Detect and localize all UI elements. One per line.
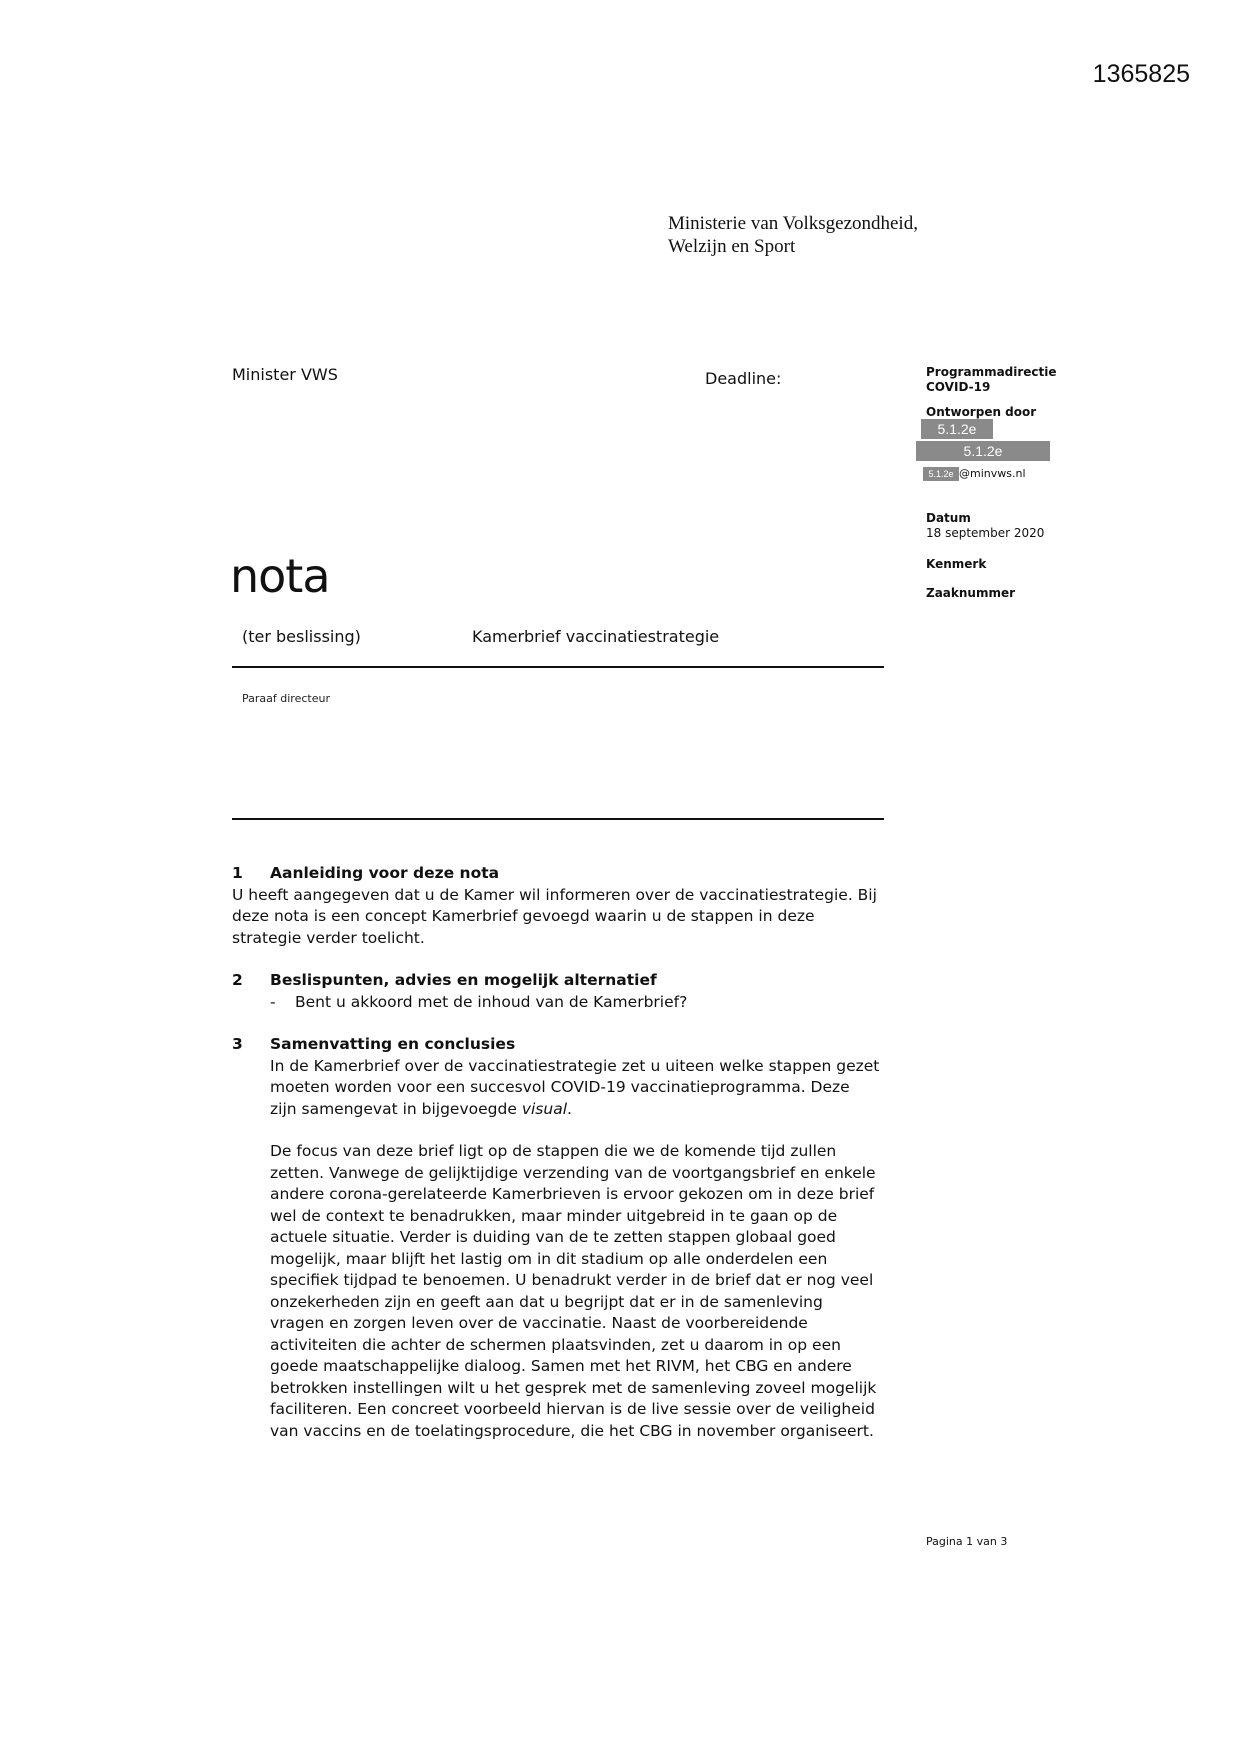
case-label: Zaaknummer (926, 586, 1016, 600)
paragraph-line: De focus van deze brief ligt op de stappen die we de komende tijd zullen (270, 1142, 837, 1160)
divider-bottom (232, 818, 884, 820)
paragraph-line: actuele situatie. Verder is duiding van de te zetten stappen globaal goed (270, 1228, 836, 1246)
date-label: Datum (926, 511, 971, 525)
page-number: Pagina 1 van 3 (926, 1535, 1008, 1548)
section-1-line: deze nota is een concept Kamerbrief gevoegd waarin u de stappen in deze (232, 907, 815, 925)
sidebar-case-number (926, 586, 1015, 601)
ministry-line-2: Welzijn en Sport (668, 236, 796, 257)
paragraph-line: van vaccins en de toelatingsprocedure, die het CBG in november organiseert. (270, 1421, 874, 1440)
redaction-block-3: 5.1.2e (923, 467, 959, 481)
section-2-heading (232, 970, 932, 992)
paragraph-line: wel de context te benadrukken, maar minder uitgebreid in te gaan op de (270, 1206, 838, 1225)
section-1-heading (232, 863, 932, 885)
document-subtype: (ter beslissing) (242, 627, 361, 646)
sidebar-directorate (926, 365, 1057, 395)
paragraph-line: specifiek tijdpad te benoemen. U benadrukt verder in de brief dat er nog veel (270, 1271, 874, 1289)
section-1-number: 1 (232, 864, 243, 882)
directorate-line-1: Programmadirectie (926, 365, 1057, 379)
paragraph-line: moeten worden voor een succesvol COVID-19 vaccinatieprogramma. Deze (270, 1078, 850, 1096)
paraaf-label: Paraaf directeur (242, 692, 330, 705)
paragraph-line: andere corona-gerelateerde Kamerbrieven is ervoor gekozen om in deze brief (270, 1185, 875, 1203)
section-1-line: strategie verder toelicht. (232, 928, 425, 947)
section-3-paragraph-2 (232, 1141, 952, 1442)
section-3 (232, 1034, 952, 1442)
redaction-block-1: 5.1.2e (921, 419, 993, 439)
ministry-line-1: Ministerie van Volksgezondheid, (668, 213, 918, 234)
section-2-title: Beslispunten, advies en mogelijk alternatief (270, 971, 657, 989)
italic-word: visual (521, 1099, 567, 1118)
document-number: 1365825 (1092, 60, 1190, 88)
paragraph-line-last (270, 1099, 952, 1121)
paragraph-line: onzekerheden zijn en geeft aan dat u begrijpt dat er in de samenleving (270, 1292, 823, 1311)
redaction-block-2: 5.1.2e (916, 441, 1050, 461)
paragraph-line: zetten. Vanwege de gelijktijdige verzending van de voortgangsbrief en enkele (270, 1163, 876, 1182)
section-1 (232, 863, 932, 949)
paragraph-line: In de Kamerbrief over de vaccinatiestrategie zet u uiteen welke stappen gezet (270, 1056, 880, 1075)
email-suffix: @minvws.nl (959, 467, 1026, 480)
text-span: zijn samengevat in bijgevoegde (270, 1099, 522, 1118)
text-span: . (567, 1099, 572, 1118)
bullet-text: Bent u akkoord met de inhoud van de Kamerbrief? (295, 992, 688, 1011)
paragraph-line: activiteiten die achter de schermen plaatsvinden, zet u daarom in op een (270, 1335, 841, 1354)
deadline-label: Deadline: (705, 369, 782, 388)
section-3-title: Samenvatting en conclusies (270, 1035, 516, 1053)
paragraph-line: faciliteren. Een concreet voorbeeld hiervan is de live sessie over de veiligheid (270, 1400, 875, 1418)
section-1-title: Aanleiding voor deze nota (270, 864, 500, 882)
directorate-line-2: COVID-19 (926, 380, 991, 394)
designed-by-label: Ontworpen door (926, 405, 1037, 419)
section-3-heading (232, 1034, 952, 1056)
section-3-paragraph-1 (232, 1056, 952, 1121)
paragraph-line: goede maatschappelijke dialoog. Samen met het RIVM, het CBG en andere (270, 1357, 852, 1375)
recipient: Minister VWS (232, 365, 338, 384)
section-1-line: U heeft aangegeven dat u de Kamer wil informeren over de vaccinatiestrategie. Bij (232, 885, 877, 904)
section-2 (232, 970, 932, 1013)
reference-label: Kenmerk (926, 557, 987, 571)
section-2-number: 2 (232, 971, 243, 989)
date-value: 18 september 2020 (926, 526, 1045, 540)
paragraph-line: betrokken instellingen wilt u het gesprek met de samenleving zoveel mogelijk (270, 1378, 877, 1397)
section-2-bullet (232, 992, 932, 1014)
sidebar-designed-by (926, 405, 1036, 420)
document-type: nota (230, 549, 330, 603)
sidebar-date (926, 511, 1044, 541)
divider-top (232, 666, 884, 668)
bullet-dash: - (270, 992, 276, 1011)
document-subject: Kamerbrief vaccinatiestrategie (472, 627, 720, 646)
paragraph-line: vragen en zorgen leven over de vaccinatie. Naast de voorbereidende (270, 1314, 808, 1332)
paragraph-line: mogelijk, maar blijft het lastig om in dit stadium op alle onderdelen een (270, 1249, 828, 1268)
ministry-logo-text (668, 212, 918, 258)
sidebar-reference (926, 557, 986, 572)
section-3-number: 3 (232, 1035, 243, 1053)
sidebar-email (923, 466, 1026, 481)
